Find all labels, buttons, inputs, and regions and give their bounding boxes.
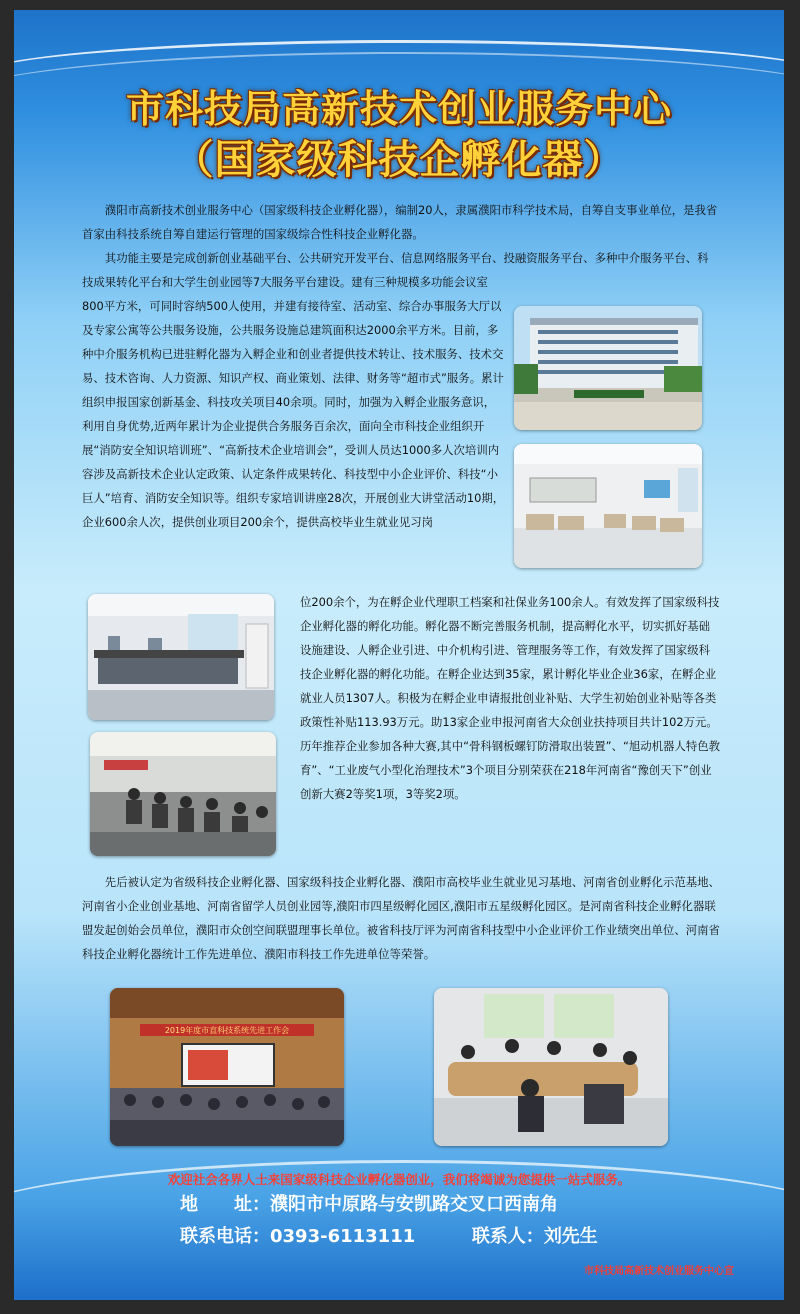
address-line bbox=[180, 1190, 558, 1216]
poster-subtitle: （国家级科技企孵化器） bbox=[173, 137, 625, 183]
conference-photo bbox=[434, 988, 668, 1146]
contact-value: 刘先生 bbox=[543, 1226, 598, 1247]
phone-value: 0393-6113111 bbox=[270, 1226, 416, 1247]
services-paragraph: 800平方米，可同时容纳500人使用，并建有接待室、活动室、综合办事服务大厅以及专家公寓等公共服务设施，公共服务设施总建筑面积达2000余平方米。目前，多种中介服务机构已进驻孵化器为入孵企业和创业者提供技术转让、技术服务、技术交易、技术咨询、人力资源、知识产权、商业策划、法律、财务等“超市式”服务。累计组织申报国家创新基金、科技攻关项目40余项。同时，加强为入孵企业服务意识，利用自身优势,近两年累计为企业提供合务服务百余次，面向全市科技企业组织开展“消防安全知识培训班”、“高新技术企业培训会”，受训人员达1000多人次培训内容涉及高新技术企业认定政策、认定条件成果转化、科技型中小企业评价、科技“小巨人”培育、消防安全知识等。组织专家培训讲座28次，开展创业大讲堂活动10期，企业600余人次，提供创业项目200余个，提供高校毕业生就业见习岗 bbox=[82, 299, 505, 529]
meeting-banner-text: 2019年度市直科技系统先进工作会 bbox=[164, 1026, 290, 1035]
contact-line bbox=[180, 1222, 598, 1248]
building-photo bbox=[514, 306, 702, 430]
invitation-text: 欢迎社会各界人士来国家级科技企业孵化器创业，我们将竭诚为您提供一站式服务。 bbox=[167, 1172, 631, 1187]
lab-photo bbox=[88, 594, 274, 720]
training-photo bbox=[90, 732, 276, 856]
results-paragraph: 位200余个，为在孵企业代理职工档案和社保业务100余人。有效发挥了国家级科技企业孵化器的孵化功能。孵化器不断完善服务机制，提高孵化水平，切实抓好基础设施建设、人孵企业引进、中介机构引进、管理服务等工作，有效发挥了国家级科技企业孵化器的孵化功能。在孵企业达到35家，累计孵化毕业企业36家，在孵企业就业人员1307人。积极为在孵企业申请报批创业补贴、大学生初始创业补贴等各类政策性补贴113.93万元。助13家企业申报河南省大众创业扶持项目共计102万元。历年推荐企业参加各种大赛,其中“骨科钢板螺钉防滑取出装置”、“旭动机器人特色教育”、“工业废气小型化治理技术”3个项目分别荣获在218年河南省“豫创天下”创业创新大赛2等奖1项，3等奖2项。 bbox=[300, 595, 720, 801]
lobby-photo bbox=[514, 444, 702, 568]
intro-paragraph: 濮阳市高新技术创业服务中心（国家级科技企业孵化器），编制20人，隶属濮阳市科学技术局，自筹自支事业单位，是我省首家由科技系统自筹自建运行管理的国家级综合性科技企业孵化器。 bbox=[82, 203, 718, 241]
poster-title: 市科技局高新技术创业服务中心 bbox=[125, 87, 672, 131]
meeting-photo bbox=[110, 988, 344, 1146]
poster-signature: 市科技局高新技术创业服务中心宣 bbox=[584, 1266, 734, 1277]
address-value: 濮阳市中原路与安凯路交叉口西南角 bbox=[270, 1194, 558, 1215]
honors-paragraph: 先后被认定为省级科技企业孵化器、国家级科技企业孵化器、濮阳市高校毕业生就业见习基地、河南省创业孵化示范基地、河南省小企业创业基地、河南省留学人员创业园等,濮阳市四星级孵化园区,濮阳市五星级孵化园区。是河南省科技企业孵化器联盟发起创始会员单位，濮阳市众创空间联盟理事长单位。被省科技厅评为河南省科技型中小企业评价工作业绩突出单位、河南省科技企业孵化器统计工作先进单位、濮阳市科技工作先进单位等荣誉。 bbox=[82, 875, 720, 961]
address-label: 地 址： bbox=[180, 1194, 270, 1215]
functions-paragraph: 其功能主要是完成创新创业基础平台、公共研究开发平台、信息网络服务平台、投融资服务平台、多种中介服务平台、科技成果转化平台和大学生创业园等7大服务平台建设。建有三种规模多功能会议室 bbox=[82, 251, 709, 289]
phone-label: 联系电话： bbox=[180, 1226, 270, 1247]
contact-label: 联系人： bbox=[471, 1226, 544, 1247]
poster bbox=[14, 10, 784, 1300]
